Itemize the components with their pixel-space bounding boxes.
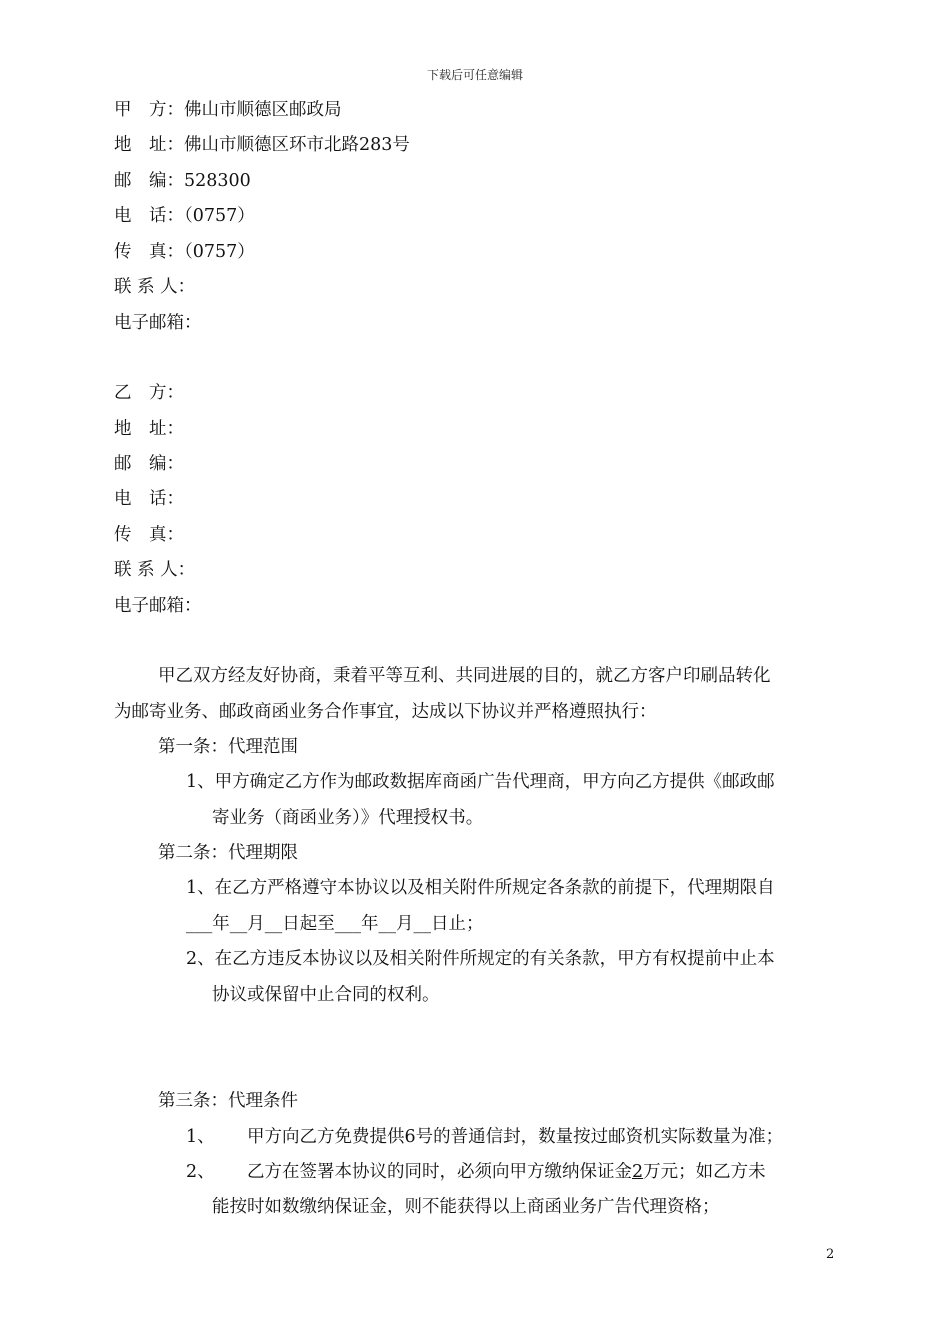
party-a-phone-label: 电 话： — [114, 206, 184, 226]
article-2-item-1-line-1: 1、在乙方严格遵守本协议以及相关附件所规定各条款的前提下，代理期限自 — [186, 878, 775, 898]
party-a-name: 佛山市顺德区邮政局 — [184, 100, 342, 120]
article-3-item-1-text: 甲方向乙方免费提供6号的普通信封，数量按过邮资机实际数量为准； — [247, 1127, 784, 1147]
article-2-item-2-line-1: 2、在乙方违反本协议以及相关附件所规定的有关条款，甲方有权提前中止本 — [186, 949, 775, 969]
party-b-email-label: 电子邮箱： — [114, 596, 202, 616]
deposit-amount: 2 — [632, 1162, 644, 1182]
party-a-fax-label: 传 真： — [114, 242, 184, 262]
party-a-name-line — [114, 98, 342, 122]
article-2-title: 第二条：代理期限 — [158, 843, 298, 863]
article-2-item-2-line-2: 协议或保留中止合同的权利。 — [212, 985, 440, 1005]
party-a-email-line — [114, 311, 202, 335]
article-1-title: 第一条：代理范围 — [158, 737, 298, 757]
party-b-name-line — [114, 381, 184, 405]
intro-line-2: 为邮寄业务、邮政商函业务合作事宜，达成以下协议并严格遵照执行： — [114, 702, 657, 722]
intro-line-1: 甲乙双方经友好协商，秉着平等互利、共同进展的目的，就乙方客户印刷品转化 — [158, 666, 771, 686]
party-b-fax-line — [114, 523, 184, 547]
party-a-address-line — [114, 133, 410, 157]
party-b-postcode-line — [114, 452, 184, 476]
party-b-postcode-label: 邮 编： — [114, 454, 184, 474]
party-a-phone-line — [114, 204, 255, 228]
party-b-contact-line — [114, 558, 195, 582]
party-a-phone: （0757） — [184, 206, 255, 226]
article-3-item-2-number: 2、 — [186, 1162, 215, 1182]
party-a-postcode-label: 邮 编： — [114, 171, 184, 191]
party-b-address-line — [114, 417, 184, 441]
article-3-item-2-line-1 — [247, 1160, 766, 1184]
party-b-name-label: 乙 方： — [114, 383, 184, 403]
party-a-address-label: 地 址： — [114, 135, 184, 155]
article-3-title: 第三条：代理条件 — [158, 1091, 298, 1111]
party-b-contact-label: 联 系 人： — [114, 560, 196, 580]
page-number: 2 — [826, 1247, 835, 1262]
party-b-phone-line — [114, 487, 184, 511]
party-b-address-label: 地 址： — [114, 419, 184, 439]
article-3-item-2-text-before: 乙方在签署本协议的同时，必须向甲方缴纳保证金 — [247, 1162, 632, 1182]
article-3-item-2-text-after: 万元；如乙方未 — [643, 1162, 766, 1182]
article-2-item-1-line-2: ___年__月__日起至___年__月__日止； — [186, 914, 484, 934]
article-1-item-1-line-2: 寄业务（商函业务）》代理授权书。 — [212, 808, 484, 828]
party-a-fax: （0757） — [184, 242, 255, 262]
party-a-address: 佛山市顺德区环市北路283号 — [184, 135, 410, 155]
article-1-item-1-line-1: 1、甲方确定乙方作为邮政数据库商函广告代理商，甲方向乙方提供《邮政邮 — [186, 772, 775, 792]
article-3-item-1-number: 1、 — [186, 1127, 215, 1147]
party-a-fax-line — [114, 240, 255, 264]
party-a-contact-line — [114, 275, 195, 299]
party-a-name-label: 甲 方： — [114, 100, 184, 120]
page-header: 下载后可任意编辑 — [426, 68, 523, 82]
party-a-contact-label: 联 系 人： — [114, 277, 196, 297]
party-b-email-line — [114, 594, 202, 618]
party-a-email-label: 电子邮箱： — [114, 313, 202, 333]
party-a-postcode: 528300 — [184, 171, 251, 191]
party-b-fax-label: 传 真： — [114, 525, 184, 545]
party-a-postcode-line — [114, 169, 251, 193]
article-3-item-2-line-2: 能按时如数缴纳保证金，则不能获得以上商函业务广告代理资格； — [212, 1197, 720, 1217]
party-b-phone-label: 电 话： — [114, 489, 184, 509]
